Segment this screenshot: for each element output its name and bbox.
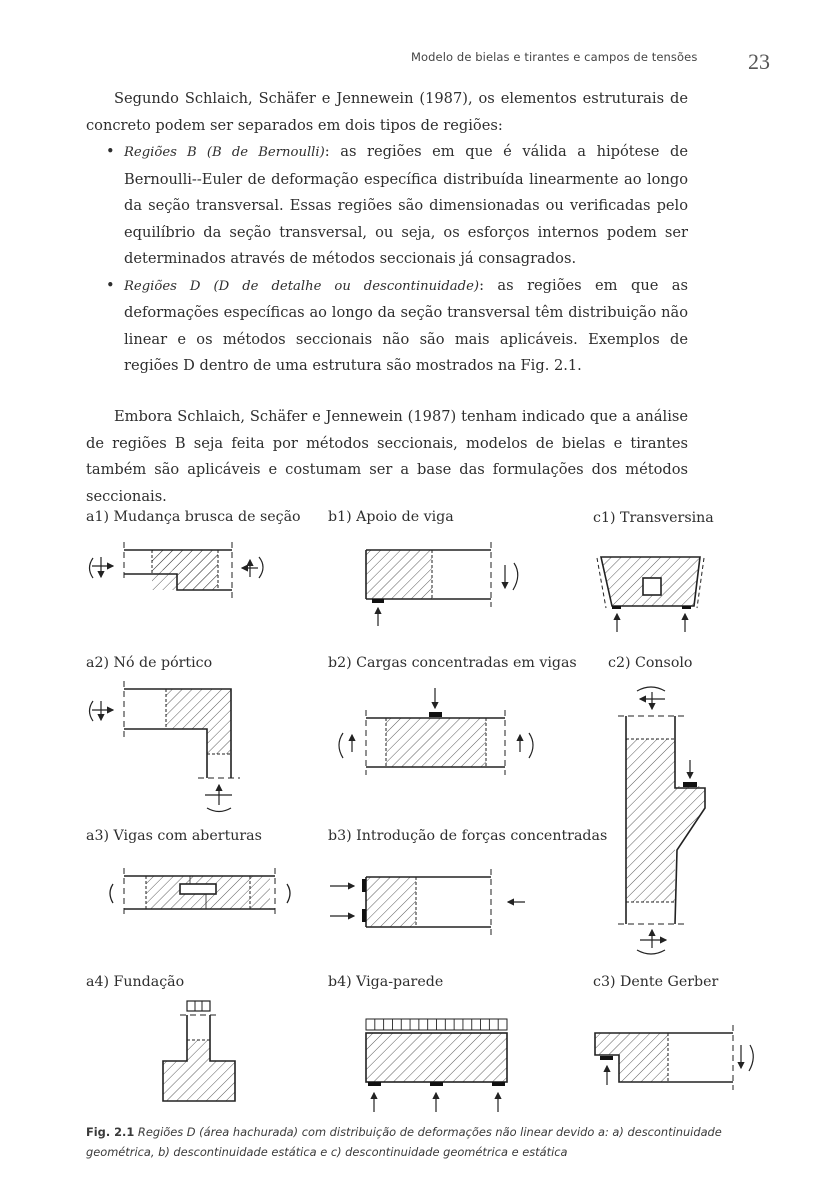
figure-caption (86, 1122, 736, 1162)
definition-regions-d: : as regiões em que as deformações específicas ao longo da seção transversal têm distribuição não linear e os métodos seccionais não são mais aplicáveis. Exemplos de regiões D dentro de uma estrutura são mostrados na Fig. 2.1. (124, 276, 688, 374)
label-a3: a3) Vigas com aberturas (86, 828, 262, 844)
moment-arrow-icon (90, 557, 114, 578)
diagram-c3 (595, 1025, 753, 1090)
diagram-c1 (597, 557, 704, 632)
moment-arrow-icon (242, 557, 263, 578)
second-paragraph: Embora Schlaich, Schäfer e Jennewein (1987) tenham indicado que a análise de regiões B seja feita por métodos seccionais, modelos de bielas e tirantes também são aplicáveis e costumam ser a base das formulações dos métodos seccionais. (86, 408, 688, 505)
label-b1: b1) Apoio de viga (328, 509, 454, 525)
moment-arrow-icon (637, 930, 666, 954)
moment-arrow-icon (637, 687, 665, 709)
label-c3: c3) Dente Gerber (593, 974, 719, 990)
running-head: Modelo de bielas e tirantes e campos de tensões (411, 50, 698, 64)
label-b2: b2) Cargas concentradas em vigas (328, 655, 577, 671)
term-regions-d: Regiões D (D de detalhe ou descontinuidade) (124, 278, 480, 294)
label-b3: b3) Introdução de forças concentradas (328, 828, 608, 844)
label-a2: a2) Nó de pórtico (86, 655, 213, 671)
diagram-a3 (110, 868, 290, 918)
label-a1: a1) Mudança brusca de seção (86, 509, 301, 525)
definition-regions-b: : as regiões em que é válida a hipótese de Bernoulli--Euler de deformação específica distribuída linearmente ao longo da seção transversal. Essas regiões são dimensionadas ou verificadas pelo equilíbrio da seção transversal, ou seja, os esforços internos podem ser determinados através de métodos seccionais já consagrados. (124, 143, 688, 267)
diagram-b2 (339, 688, 533, 775)
label-c1: c1) Transversina (593, 510, 714, 526)
bullet-icon: • (106, 143, 115, 160)
diagram-a2 (90, 681, 241, 812)
diagram-b1 (366, 542, 518, 626)
intro-paragraph: Segundo Schlaich, Schäfer e Jennewein (1987), os elementos estruturais de concreto podem ser separados em dois tipos de regiões: (86, 90, 688, 134)
moment-arrow-icon (90, 701, 114, 721)
caption-label: Fig. 2.1 (86, 1125, 135, 1139)
label-a4: a4) Fundação (86, 974, 185, 990)
diagram-c2 (618, 687, 705, 954)
caption-text: Regiões D (área hachurada) com distribuição de deformações não linear devido a: a) descontinuidade geométrica, b) descontinuidade estática e c) descontinuidade geométrica e estática (86, 1125, 722, 1159)
page-number: 23 (748, 49, 770, 74)
diagram-b3 (330, 869, 525, 935)
term-regions-b: Regiões B (B de Bernoulli) (124, 145, 325, 160)
diagram-a4 (163, 1001, 235, 1101)
diagram-b4 (366, 1019, 507, 1112)
label-c2: c2) Consolo (608, 655, 693, 671)
diagram-a1 (90, 542, 264, 600)
moment-arrow-icon (205, 785, 232, 812)
label-b4: b4) Viga-parede (328, 974, 444, 990)
bullet-icon: • (106, 276, 115, 294)
